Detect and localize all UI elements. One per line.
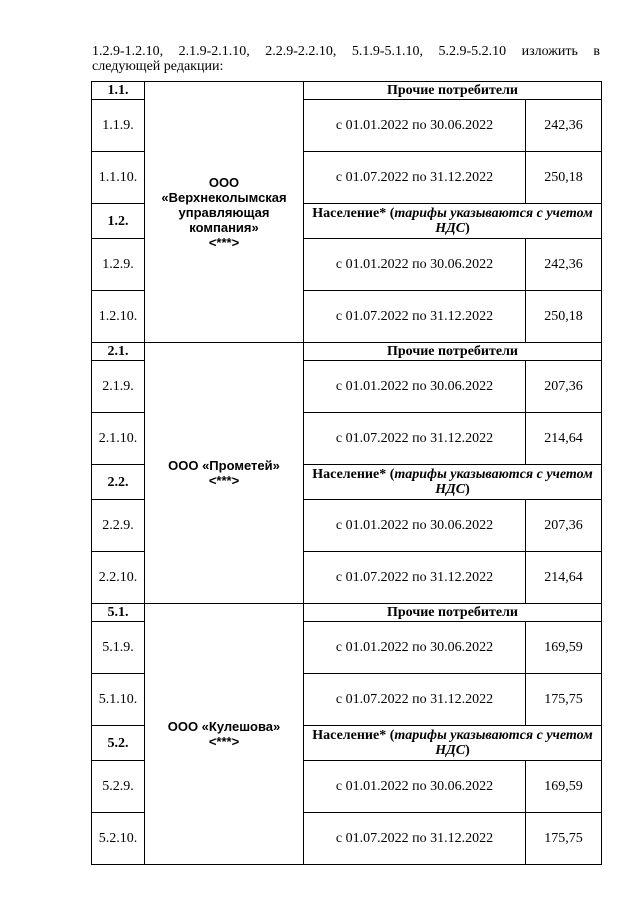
- organization-name: ООО «Кулешова»: [167, 719, 281, 734]
- population-label: Население* (: [312, 206, 395, 221]
- organization-note: <***>: [208, 473, 240, 488]
- population-label: Население* (: [312, 728, 395, 743]
- tariff-value: 214,64: [526, 413, 602, 465]
- population-note: тарифы указываются с учетом НДС: [394, 467, 593, 497]
- organization-cell: [145, 82, 304, 343]
- period-cell: с 01.07.2022 по 31.12.2022: [304, 291, 526, 343]
- tariff-value: 250,18: [526, 152, 602, 204]
- table-row: [92, 604, 602, 622]
- intro-paragraph: 1.2.9-1.2.10, 2.1.9-2.1.10, 2.2.9-2.2.10, 5.1.9-5.1.10, 5.2.9-5.2.10 изложить в следующей редакции:: [92, 44, 600, 74]
- tariff-value: 169,59: [526, 761, 602, 813]
- tariff-value: 169,59: [526, 622, 602, 674]
- section-number: 1.1.: [92, 82, 145, 100]
- population-label: Население* (: [312, 467, 395, 482]
- organization-note: <***>: [208, 734, 240, 749]
- tariff-value: 207,36: [526, 500, 602, 552]
- row-number: 1.1.9.: [92, 100, 145, 152]
- row-number: 2.1.10.: [92, 413, 145, 465]
- row-number: 2.2.10.: [92, 552, 145, 604]
- section-number: 5.1.: [92, 604, 145, 622]
- population-label-end: ): [465, 221, 470, 236]
- tariff-value: 242,36: [526, 239, 602, 291]
- tariff-value: 175,75: [526, 813, 602, 865]
- period-cell: с 01.07.2022 по 31.12.2022: [304, 674, 526, 726]
- tariff-value: 207,36: [526, 361, 602, 413]
- organization-name: ООО: [208, 174, 240, 190]
- organization-cell: [145, 343, 304, 604]
- tariff-value: 242,36: [526, 100, 602, 152]
- consumer-category-header: Прочие потребители: [304, 82, 602, 100]
- period-cell: с 01.07.2022 по 31.12.2022: [304, 152, 526, 204]
- organization-cell: [145, 604, 304, 865]
- consumer-category-header: Прочие потребители: [304, 604, 602, 622]
- section-number: 2.2.: [92, 465, 145, 500]
- population-category-header: [304, 726, 602, 761]
- row-number: 2.2.9.: [92, 500, 145, 552]
- population-label-end: ): [465, 743, 470, 758]
- row-number: 1.2.9.: [92, 239, 145, 291]
- table-row: [92, 343, 602, 361]
- row-number: 1.1.10.: [92, 152, 145, 204]
- period-cell: с 01.01.2022 по 30.06.2022: [304, 622, 526, 674]
- row-number: 5.2.9.: [92, 761, 145, 813]
- row-number: 5.1.9.: [92, 622, 145, 674]
- section-number: 2.1.: [92, 343, 145, 361]
- organization-name-cont: «Верхнеколымская управляющая компания»: [161, 189, 287, 235]
- population-category-header: [304, 204, 602, 239]
- consumer-category-header: Прочие потребители: [304, 343, 602, 361]
- period-cell: с 01.07.2022 по 31.12.2022: [304, 413, 526, 465]
- table-body: [92, 82, 602, 865]
- period-cell: с 01.01.2022 по 30.06.2022: [304, 761, 526, 813]
- population-category-header: [304, 465, 602, 500]
- section-number: 1.2.: [92, 204, 145, 239]
- period-cell: с 01.07.2022 по 31.12.2022: [304, 813, 526, 865]
- population-note: тарифы указываются с учетом НДС: [394, 206, 593, 236]
- row-number: 5.1.10.: [92, 674, 145, 726]
- tariff-value: 214,64: [526, 552, 602, 604]
- tariff-table: [91, 81, 602, 865]
- tariff-value: 250,18: [526, 291, 602, 343]
- period-cell: с 01.01.2022 по 30.06.2022: [304, 239, 526, 291]
- population-label-end: ): [465, 482, 470, 497]
- population-note: тарифы указываются с учетом НДС: [394, 728, 593, 758]
- section-number: 5.2.: [92, 726, 145, 761]
- organization-note: <***>: [208, 234, 240, 250]
- tariff-value: 175,75: [526, 674, 602, 726]
- period-cell: с 01.01.2022 по 30.06.2022: [304, 500, 526, 552]
- row-number: 2.1.9.: [92, 361, 145, 413]
- period-cell: с 01.01.2022 по 30.06.2022: [304, 361, 526, 413]
- organization-name: ООО «Прометей»: [168, 458, 280, 473]
- table-row: [92, 82, 602, 100]
- period-cell: с 01.07.2022 по 31.12.2022: [304, 552, 526, 604]
- row-number: 1.2.10.: [92, 291, 145, 343]
- row-number: 5.2.10.: [92, 813, 145, 865]
- period-cell: с 01.01.2022 по 30.06.2022: [304, 100, 526, 152]
